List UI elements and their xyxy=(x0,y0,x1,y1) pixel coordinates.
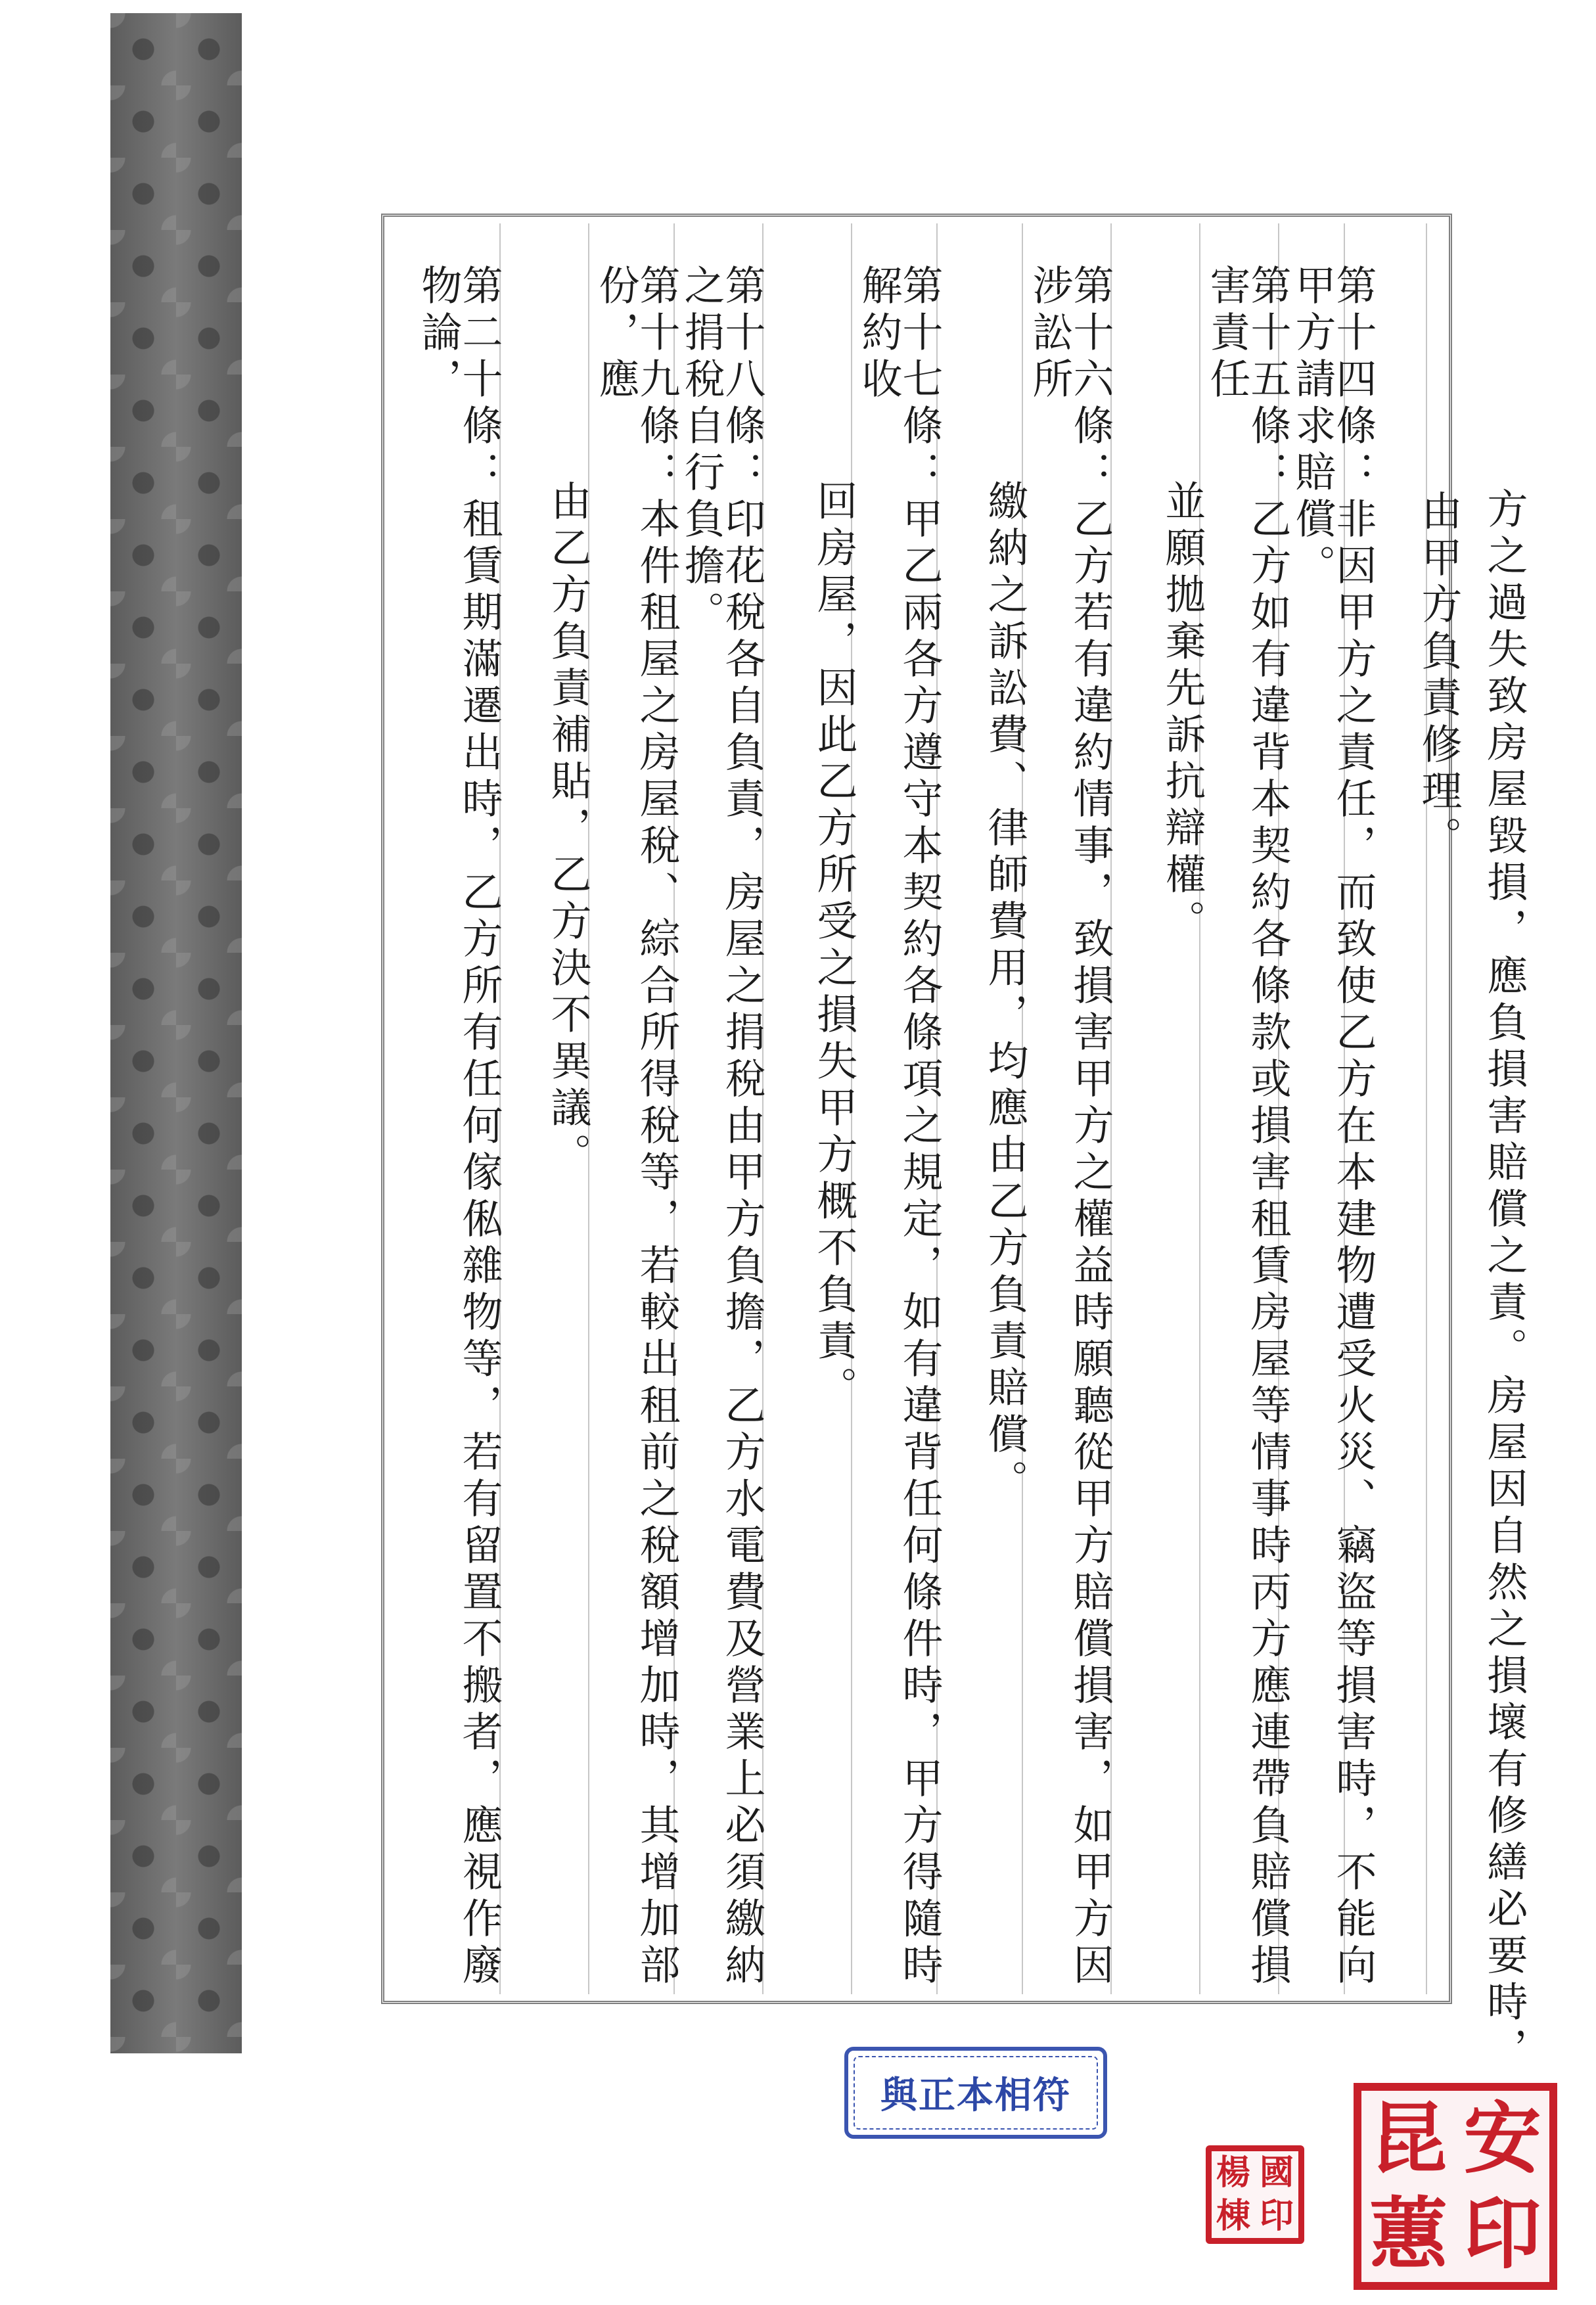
seal-char: 安 xyxy=(1463,2092,1541,2184)
text-column-1: 方之過失致房屋毀損，應負損害賠償之責。房屋因自然之損壞有修繕必要時， xyxy=(1480,488,1528,2074)
text-column-10: 第十八條：印花稅各自負責，房屋之捐稅由甲方負擔，乙方水電費及營業上必須繳納之捐稅自行負擔。 xyxy=(677,264,766,1990)
personal-seal-large xyxy=(1354,2083,1557,2290)
text-column-9: 回房屋，因此乙方所受之損失甲方概不負責。 xyxy=(810,480,858,1413)
seal-char: 國 xyxy=(1259,2153,1294,2193)
certified-copy-stamp-text: 與正本相符 xyxy=(880,2074,1071,2117)
seal-char: 昆 xyxy=(1369,2092,1448,2184)
text-column-8: 第十七條：甲乙兩各方遵守本契約各條項之規定，如有違背任何條件時，甲方得隨時解約收 xyxy=(855,264,944,1990)
seal-char: 蕙 xyxy=(1369,2188,1448,2280)
text-column-6: 第十六條：乙方若有違約情事，致損害甲方之權益時願聽從甲方賠償損害，如甲方因涉訟所 xyxy=(1026,264,1114,1990)
text-column-2: 由甲方負責修理。 xyxy=(1415,490,1463,863)
personal-seal-small xyxy=(1206,2145,1304,2244)
binding-strip xyxy=(110,13,242,2053)
text-column-4: 第十五條：乙方如有違背本契約各條款或損害租賃房屋等情事時丙方應連帶負賠償損害責任 xyxy=(1203,264,1292,1990)
seal-char: 楊 xyxy=(1216,2153,1250,2193)
text-column-7: 繳納之訴訟費、律師費用，均應由乙方負責賠償。 xyxy=(981,480,1029,1506)
seal-char: 棟 xyxy=(1216,2196,1250,2236)
text-column-5: 並願拋棄先訴抗辯權。 xyxy=(1158,480,1206,946)
seal-char: 印 xyxy=(1259,2196,1294,2236)
text-column-13: 第二十條：租賃期滿遷出時，乙方所有任何傢俬雜物等，若有留置不搬者，應視作廢物論， xyxy=(415,264,503,1990)
text-column-3: 第十四條：非因甲方之責任，而致使乙方在本建物遭受火災、竊盜等損害時，不能向甲方請求賠償。 xyxy=(1288,264,1377,1990)
text-column-11: 第十九條：本件租屋之房屋稅、綜合所得稅等，若較出租前之稅額增加時，其增加部份，應 xyxy=(592,264,681,1990)
text-column-12: 由乙方負責補貼，乙方決不異議。 xyxy=(544,480,592,1179)
certified-copy-stamp xyxy=(844,2047,1107,2139)
seal-char: 印 xyxy=(1463,2188,1541,2280)
